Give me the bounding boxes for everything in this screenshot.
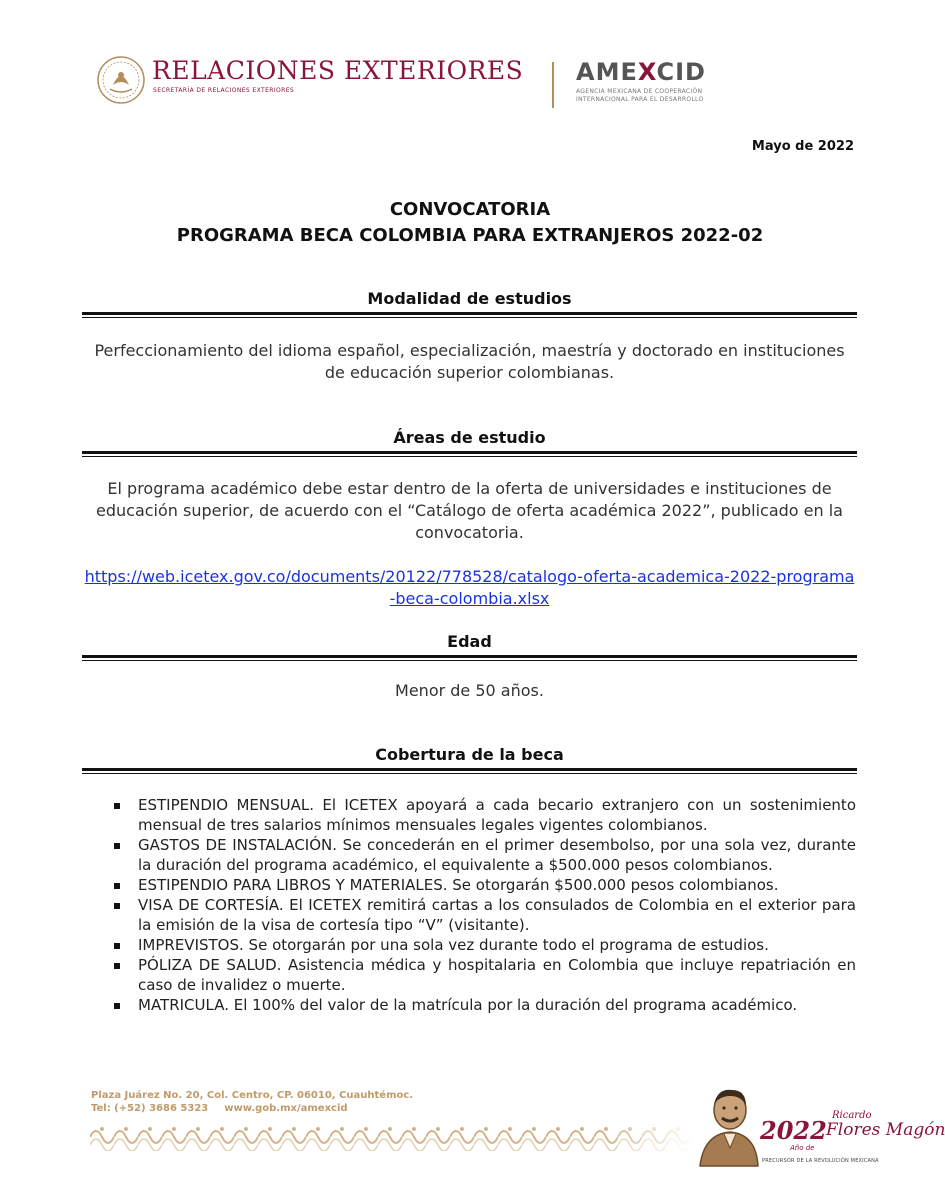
list-item: IMPREVISTOS. Se otorgarán por una sola vez durante todo el programa de estudios.	[114, 935, 856, 955]
section-heading-cobertura: Cobertura de la beca	[375, 745, 564, 764]
section-heading-edad: Edad	[447, 632, 492, 651]
coverage-list	[114, 795, 856, 1015]
section-text-modalidad: Perfeccionamiento del idioma español, especialización, maestría y doctorado en instituciones de educación superior colombianas.	[94, 341, 845, 382]
commemorative-subtitle: PRECURSOR DE LA REVOLUCIÓN MEXICANA	[762, 1158, 879, 1164]
list-item: GASTOS DE INSTALACIÓN. Se concederán en el primer desembolso, por una sola vez, durante la duración del programa académico, el equivalente a $500.000 pesos colombianos.	[114, 835, 856, 875]
list-item: ESTIPENDIO PARA LIBROS Y MATERIALES. Se otorgarán $500.000 pesos colombianos.	[114, 875, 856, 895]
commemorative-year: 2022	[760, 1116, 827, 1145]
list-item: ESTIPENDIO MENSUAL. El ICETEX apoyará a cada becario extranjero con un sostenimiento mensual de tres salarios mínimos mensuales legales vigentes colombianos.	[114, 795, 856, 835]
commemorative-year-logo	[760, 1110, 945, 1166]
amexcid-post: CID	[656, 58, 706, 86]
footer-address: Plaza Juárez No. 20, Col. Centro, CP. 06010, Cuauhtémoc.	[91, 1090, 414, 1101]
footer-address-block	[91, 1089, 413, 1115]
amexcid-pre: AME	[576, 58, 638, 86]
document-title-line2: PROGRAMA BECA COLOMBIA PARA EXTRANJEROS 2022-02	[176, 225, 764, 246]
document-title-line1: CONVOCATORIA	[389, 199, 551, 220]
decorative-pattern-icon	[90, 1123, 694, 1151]
commemorative-year-label: Año de	[790, 1144, 815, 1152]
amexcid-subtitle: AGENCIA MEXICANA DE COOPERACIÓN INTERNACIONAL PARA EL DESARROLLO	[576, 88, 704, 103]
section-rule	[82, 451, 857, 457]
section-rule	[82, 312, 857, 318]
mexican-coat-of-arms-icon	[96, 55, 146, 105]
section-text-areas: El programa académico debe estar dentro de la oferta de universidades e instituciones de educación superior, de acuerdo con el “Catálogo de oferta académica 2022”, publicado en la convocatoria.	[96, 479, 843, 542]
sre-subtitle: SECRETARÍA DE RELACIONES EXTERIORES	[153, 87, 295, 94]
list-item: PÓLIZA DE SALUD. Asistencia médica y hospitalaria en Colombia que incluye repatriación en caso de invalidez o muerte.	[114, 955, 856, 995]
catalog-link[interactable]: https://web.icetex.gov.co/documents/20122/778528/catalogo-oferta-academica-2022-programa-beca-colombia.xlsx	[84, 567, 855, 608]
footer-web[interactable]: www.gob.mx/amexcid	[224, 1103, 348, 1114]
amexcid-logo	[576, 58, 706, 86]
section-rule	[82, 768, 857, 774]
sre-title: RELACIONES EXTERIORES	[152, 56, 524, 85]
section-heading-areas: Áreas de estudio	[393, 428, 546, 447]
ricardo-flores-magon-portrait-icon	[696, 1084, 760, 1166]
amexcid-x: X	[637, 58, 657, 86]
footer-phone: Tel: (+52) 3686 5323	[91, 1103, 209, 1114]
list-item: MATRICULA. El 100% del valor de la matrícula por la duración del programa académico.	[114, 995, 856, 1015]
commemorative-first-name: Ricardo	[832, 1110, 872, 1121]
section-text-edad: Menor de 50 años.	[395, 681, 544, 700]
list-item: VISA DE CORTESÍA. El ICETEX remitirá cartas a los consulados de Colombia en el exterior para la emisión de la visa de cortesía tipo “V” (visitante).	[114, 895, 856, 935]
letterhead	[96, 52, 736, 112]
section-heading-modalidad: Modalidad de estudios	[367, 289, 572, 308]
section-rule	[82, 655, 857, 661]
header-divider	[552, 62, 554, 108]
commemorative-last-name: Flores Magón	[826, 1120, 945, 1140]
document-date: Mayo de 2022	[751, 139, 854, 154]
